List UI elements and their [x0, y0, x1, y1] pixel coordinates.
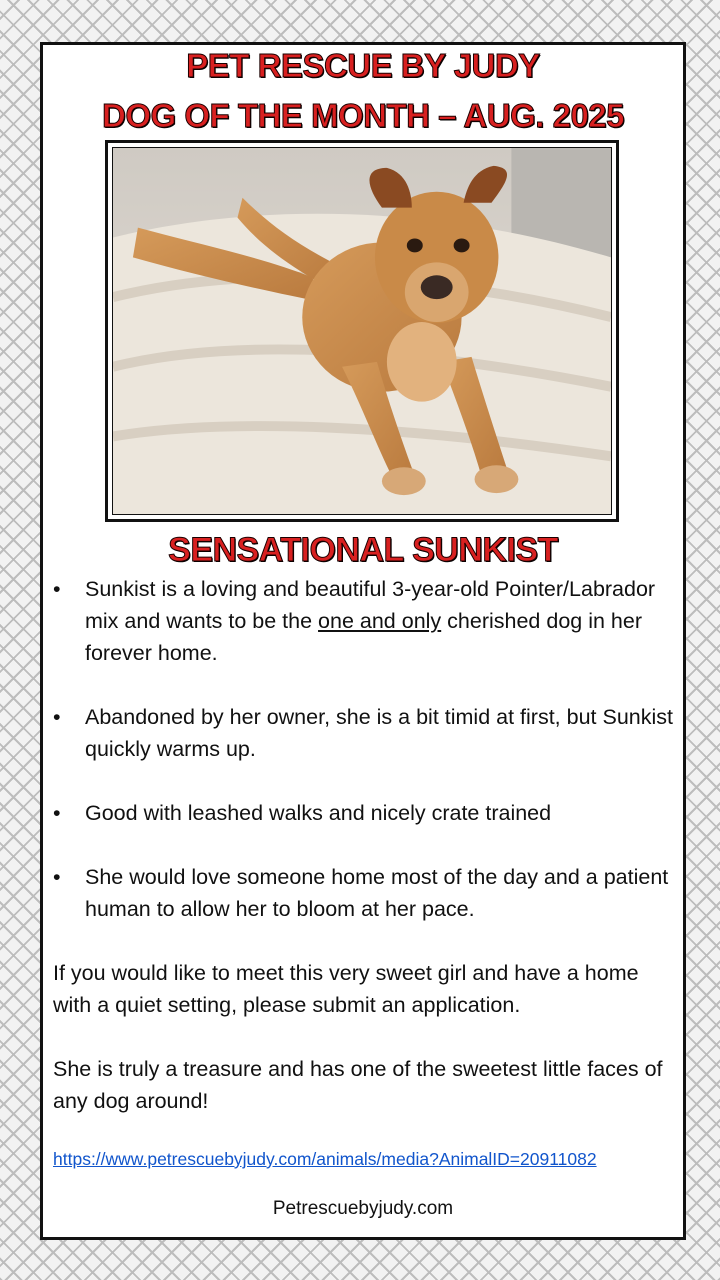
bullet-text: She would love someone home most of the day and a patient human to allow her to bloom at her pace.: [85, 865, 669, 921]
page-title: DOG OF THE MONTH – AUG. 2025: [101, 97, 625, 134]
bullet-text: Good with leashed walks and nicely crate trained: [85, 801, 552, 825]
bullet-icon: •: [53, 705, 61, 729]
paragraph-treasure: She is truly a treasure and has one of the sweetest little faces of any dog around!: [53, 1057, 663, 1113]
animal-profile-link[interactable]: https://www.petrescuebyjudy.com/animals/media?AnimalID=20911082: [53, 1149, 597, 1169]
bullet-icon: •: [53, 577, 61, 601]
emphasis-text: one and only: [318, 609, 442, 633]
dog-photo-frame: [105, 140, 619, 522]
bullet-text: Abandoned by her owner, she is a bit timid at first, but Sunkist quickly warms up.: [85, 705, 673, 761]
bullet-icon: •: [53, 801, 61, 825]
dog-photo: [112, 147, 612, 515]
bullet-icon: •: [53, 865, 61, 889]
footer-website: Petrescuebyjudy.com: [272, 1198, 454, 1219]
flyer-panel: [40, 42, 686, 1240]
paragraph-apply: If you would like to meet this very sweet girl and have a home with a quiet setting, please submit an application.: [53, 961, 639, 1017]
bullet-text: cherished dog in her forever home.: [85, 609, 642, 665]
bullet-text: Sunkist is a loving and beautiful 3-year-old Pointer/Labrador mix and wants to be the: [85, 577, 656, 633]
dog-name-heading: SENSATIONAL SUNKIST: [168, 531, 558, 569]
org-title: PET RESCUE BY JUDY: [186, 47, 540, 84]
